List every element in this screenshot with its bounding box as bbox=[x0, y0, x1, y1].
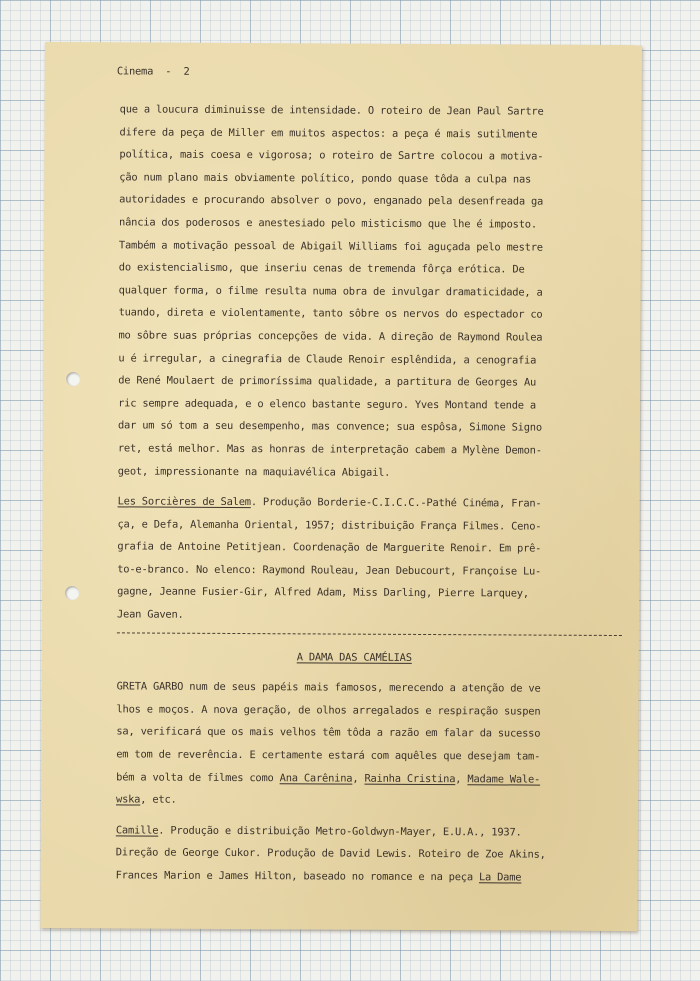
section-title bbox=[117, 645, 622, 670]
text-line: ça, e Defa, Alemanha Oriental, 1957; distribuição França Filmes. Ceno- bbox=[117, 518, 542, 533]
text-line: mo sôbre suas próprias concepções de vida. A direção de Raymond Roulea bbox=[118, 329, 543, 344]
review-paragraph bbox=[118, 98, 625, 485]
text-line bbox=[118, 490, 623, 515]
text-line: grafia de Antoine Petitjean. Coordenação de Marguerite Renoir. Em prê- bbox=[117, 540, 542, 555]
text-line: Direção de George Cukor. Produção de David Lewis. Roteiro de Zoe Akins, bbox=[115, 846, 546, 862]
film-title: Rainha Cristina bbox=[364, 772, 456, 785]
text-line: qualquer forma, o filme resulta numa obra de invulgar dramaticidade, a bbox=[118, 284, 543, 299]
text-line bbox=[116, 766, 621, 791]
text-line: de René Moulaert de primoríssima qualidade, a partitura de Georges Au bbox=[118, 374, 537, 389]
page-body bbox=[116, 98, 625, 889]
text-line: política, mais coesa e vigorosa; o roteiro de Sartre colocou a motiva- bbox=[119, 148, 544, 163]
text-line: GRETA GARBO num de seus papéis mais famosos, merecendo a atenção de ve bbox=[116, 680, 541, 695]
film-title: La Dame bbox=[478, 871, 522, 884]
film-credits bbox=[116, 819, 621, 889]
text-line: ret, está melhor. Mas as honras de interpretação cabem a Mylène Demon- bbox=[117, 442, 542, 457]
film-title: Madame Wale- bbox=[467, 772, 541, 786]
typewritten-page bbox=[40, 42, 642, 931]
text-line: nância dos poderosos e anestesiado pelo misticismo que lhe é imposto. bbox=[119, 216, 537, 231]
text-line bbox=[116, 864, 621, 889]
text-line: dar um só tom a seu desempenho, mas convence; sua espôsa, Simone Signo bbox=[117, 419, 542, 434]
review-paragraph bbox=[116, 676, 622, 814]
film-credits bbox=[117, 490, 623, 628]
text-line bbox=[116, 789, 621, 814]
text-line: Também a motivação pessoal de Abigail Williams foi aguçada pelo mestre bbox=[118, 238, 543, 254]
text-line: autoridades e procurando absolver o povo, enganado pela desenfreada ga bbox=[119, 193, 544, 208]
punch-hole bbox=[66, 372, 80, 386]
punch-hole bbox=[65, 586, 79, 600]
text-line: que a loucura diminuisse de intensidade. O roteiro de Jean Paul Sartre bbox=[119, 103, 544, 118]
text-line: u é irregular, a cinegrafia de Claude Renoir esplêndida, a cenografia bbox=[118, 351, 537, 367]
section-divider bbox=[117, 632, 622, 636]
text-run: bém a volta de filmes como bbox=[116, 771, 280, 784]
text-line: tuando, direta e violentamente, tanto sôbre os nervos do espectador co bbox=[118, 306, 543, 321]
text-line: do existencialismo, que inseriu cenas de tremenda fôrça erótica. De bbox=[118, 261, 525, 276]
text-line: lhos e moços. A nova geração, de olhos arregalados e respiração suspen bbox=[116, 703, 541, 718]
film-title: Les Sorcières de Salem bbox=[117, 495, 251, 509]
text-line: to-e-branco. No elenco: Raymond Rouleau, Jean Debucourt, Françoise Lu- bbox=[117, 563, 542, 578]
film-title: wska bbox=[116, 793, 141, 806]
page-header: Cinema - 2 bbox=[116, 65, 190, 78]
text-run: Frances Marion e James Hilton, baseado no romance e na peça bbox=[115, 869, 480, 884]
text-line: gagne, Jeanne Fusier-Gir, Alfred Adam, Miss Darling, Pierre Larquey, bbox=[117, 585, 529, 601]
text-line: ric sempre adequada, e o elenco bastante seguro. Yves Montand tende a bbox=[118, 397, 536, 412]
text-line: difere da peça de Miller em muitos aspectos: a peça é mais sutilmente bbox=[119, 125, 538, 141]
text-line: em tom de reverência. E certamente estará com aquêles que desejam tam- bbox=[116, 748, 541, 763]
text-run: , bbox=[352, 772, 365, 785]
text-line: ção num plano mais obviamente político, pondo quase tôda a culpa nas bbox=[119, 171, 532, 186]
text-line: sa, verificará que os mais velhos têm tôda a razão em falar da sucesso bbox=[116, 725, 541, 741]
text-run: , bbox=[455, 772, 468, 785]
text-line: geot, impressionante na maquiavélica Abigail. bbox=[117, 464, 391, 479]
text-line: Jean Gaven. bbox=[116, 608, 184, 621]
section-title-text: A DAMA DAS CAMÉLIAS bbox=[296, 650, 412, 664]
credits-text: . Produção e distribuição Metro-Goldwyn-Mayer, E.U.A., 1937. bbox=[158, 824, 522, 839]
film-title: Camille bbox=[115, 824, 159, 837]
text-run: , etc. bbox=[140, 793, 177, 806]
film-title: Ana Carênina bbox=[279, 771, 353, 785]
credits-text: . Produção Borderie-C.I.C.C.-Pathé Cinéma, Fran- bbox=[250, 496, 542, 510]
text-line bbox=[116, 819, 621, 844]
